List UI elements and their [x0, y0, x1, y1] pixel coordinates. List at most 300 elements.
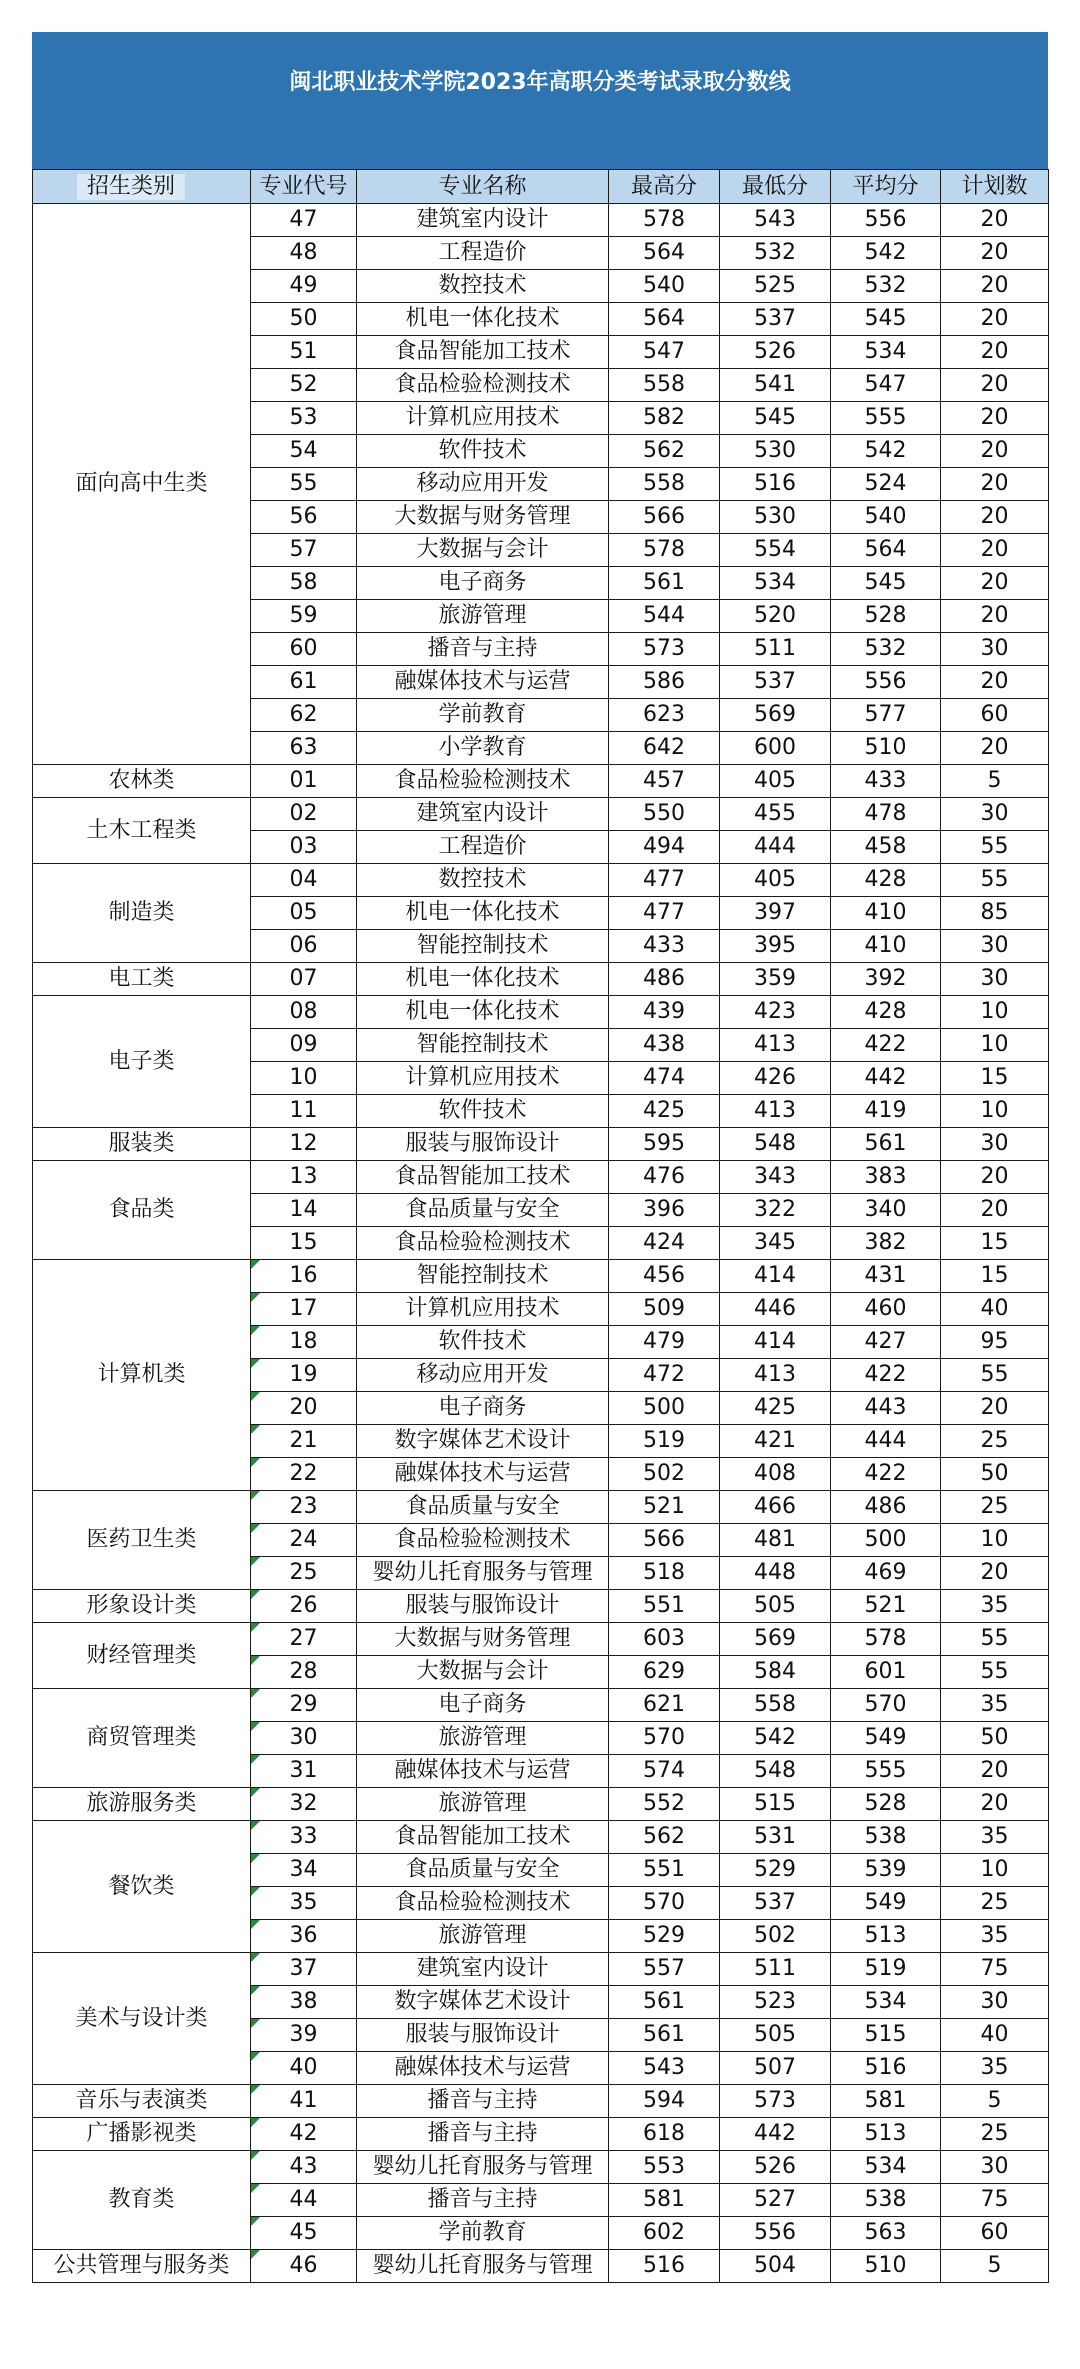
max-score-cell: 474 — [609, 1062, 720, 1095]
min-score-cell: 534 — [720, 567, 831, 600]
major-cell: 智能控制技术 — [357, 930, 609, 963]
max-score-cell: 558 — [609, 369, 720, 402]
avg-score-cell: 570 — [831, 1689, 941, 1722]
avg-score-cell: 392 — [831, 963, 941, 996]
min-score-cell: 413 — [720, 1359, 831, 1392]
code-cell: 18 — [251, 1326, 357, 1359]
min-score-cell: 541 — [720, 369, 831, 402]
plan-count-cell: 75 — [941, 1953, 1049, 1986]
major-cell: 移动应用开发 — [357, 1359, 609, 1392]
max-score-cell: 550 — [609, 798, 720, 831]
min-score-cell: 545 — [720, 402, 831, 435]
max-score-cell: 564 — [609, 237, 720, 270]
major-cell: 食品质量与安全 — [357, 1194, 609, 1227]
table-row — [33, 963, 1049, 996]
avg-score-cell: 545 — [831, 303, 941, 336]
max-score-cell: 562 — [609, 435, 720, 468]
major-cell: 建筑室内设计 — [357, 1953, 609, 1986]
min-score-cell: 395 — [720, 930, 831, 963]
min-score-cell: 532 — [720, 237, 831, 270]
avg-score-cell: 521 — [831, 1590, 941, 1623]
major-cell: 工程造价 — [357, 831, 609, 864]
major-cell: 工程造价 — [357, 237, 609, 270]
table-row — [33, 1128, 1049, 1161]
avg-score-cell: 510 — [831, 2250, 941, 2283]
code-cell: 53 — [251, 402, 357, 435]
max-score-cell: 516 — [609, 2250, 720, 2283]
min-score-cell: 505 — [720, 1590, 831, 1623]
avg-score-cell: 538 — [831, 2184, 941, 2217]
avg-score-cell: 534 — [831, 336, 941, 369]
plan-count-cell: 35 — [941, 1689, 1049, 1722]
max-score-cell: 582 — [609, 402, 720, 435]
max-score-cell: 561 — [609, 2019, 720, 2052]
major-cell: 学前教育 — [357, 2217, 609, 2250]
avg-score-cell: 516 — [831, 2052, 941, 2085]
avg-score-cell: 601 — [831, 1656, 941, 1689]
major-cell: 电子商务 — [357, 1689, 609, 1722]
plan-count-cell: 15 — [941, 1260, 1049, 1293]
code-cell: 41 — [251, 2085, 357, 2118]
min-score-cell: 455 — [720, 798, 831, 831]
avg-score-cell: 458 — [831, 831, 941, 864]
plan-count-cell: 5 — [941, 2250, 1049, 2283]
plan-count-cell: 60 — [941, 2217, 1049, 2250]
min-score-cell: 569 — [720, 1623, 831, 1656]
max-score-cell: 502 — [609, 1458, 720, 1491]
max-score-cell: 476 — [609, 1161, 720, 1194]
max-score-cell: 566 — [609, 501, 720, 534]
major-cell: 计算机应用技术 — [357, 1293, 609, 1326]
avg-score-cell: 410 — [831, 930, 941, 963]
max-score-cell: 561 — [609, 1986, 720, 2019]
major-cell: 计算机应用技术 — [357, 402, 609, 435]
min-score-cell: 507 — [720, 2052, 831, 2085]
min-score-cell: 569 — [720, 699, 831, 732]
plan-count-cell: 30 — [941, 2151, 1049, 2184]
max-score-cell: 544 — [609, 600, 720, 633]
avg-score-cell: 534 — [831, 2151, 941, 2184]
avg-score-cell: 515 — [831, 2019, 941, 2052]
code-cell: 04 — [251, 864, 357, 897]
table-title-banner — [32, 32, 1048, 171]
max-score-cell: 479 — [609, 1326, 720, 1359]
min-score-cell: 554 — [720, 534, 831, 567]
min-score-cell: 526 — [720, 336, 831, 369]
category-cell: 广播影视类 — [33, 2118, 251, 2151]
code-cell: 13 — [251, 1161, 357, 1194]
major-cell: 食品检验检测技术 — [357, 1227, 609, 1260]
category-cell: 旅游服务类 — [33, 1788, 251, 1821]
min-score-cell: 515 — [720, 1788, 831, 1821]
table-header-row — [33, 170, 1049, 204]
major-cell: 机电一体化技术 — [357, 303, 609, 336]
plan-count-cell: 85 — [941, 897, 1049, 930]
min-score-cell: 414 — [720, 1260, 831, 1293]
avg-score-cell: 431 — [831, 1260, 941, 1293]
code-cell: 36 — [251, 1920, 357, 1953]
plan-count-cell: 15 — [941, 1227, 1049, 1260]
avg-score-cell: 556 — [831, 666, 941, 699]
avg-score-cell: 528 — [831, 600, 941, 633]
major-cell: 软件技术 — [357, 1095, 609, 1128]
table-row — [33, 1623, 1049, 1656]
max-score-cell: 564 — [609, 303, 720, 336]
plan-count-cell: 35 — [941, 1920, 1049, 1953]
code-cell: 54 — [251, 435, 357, 468]
code-cell: 12 — [251, 1128, 357, 1161]
max-score-cell: 603 — [609, 1623, 720, 1656]
major-cell: 建筑室内设计 — [357, 798, 609, 831]
max-score-cell: 424 — [609, 1227, 720, 1260]
min-score-cell: 537 — [720, 1887, 831, 1920]
avg-score-cell: 340 — [831, 1194, 941, 1227]
min-score-cell: 542 — [720, 1722, 831, 1755]
major-cell: 融媒体技术与运营 — [357, 2052, 609, 2085]
plan-count-cell: 10 — [941, 1095, 1049, 1128]
avg-score-cell: 510 — [831, 732, 941, 765]
avg-score-cell: 382 — [831, 1227, 941, 1260]
avg-score-cell: 540 — [831, 501, 941, 534]
avg-score-cell: 555 — [831, 1755, 941, 1788]
major-cell: 计算机应用技术 — [357, 1062, 609, 1095]
plan-count-cell: 20 — [941, 303, 1049, 336]
major-cell: 食品质量与安全 — [357, 1854, 609, 1887]
max-score-cell: 551 — [609, 1854, 720, 1887]
min-score-cell: 525 — [720, 270, 831, 303]
min-score-cell: 413 — [720, 1029, 831, 1062]
code-cell: 14 — [251, 1194, 357, 1227]
min-score-cell: 408 — [720, 1458, 831, 1491]
code-cell: 08 — [251, 996, 357, 1029]
max-score-cell: 594 — [609, 2085, 720, 2118]
avg-score-cell: 419 — [831, 1095, 941, 1128]
max-score-cell: 518 — [609, 1557, 720, 1590]
avg-score-cell: 545 — [831, 567, 941, 600]
code-cell: 47 — [251, 204, 357, 237]
min-score-cell: 537 — [720, 303, 831, 336]
table-row — [33, 1260, 1049, 1293]
major-cell: 食品智能加工技术 — [357, 1821, 609, 1854]
code-cell: 17 — [251, 1293, 357, 1326]
code-cell: 31 — [251, 1755, 357, 1788]
code-cell: 07 — [251, 963, 357, 996]
major-cell: 电子商务 — [357, 567, 609, 600]
code-cell: 55 — [251, 468, 357, 501]
avg-score-cell: 469 — [831, 1557, 941, 1590]
avg-score-cell: 534 — [831, 1986, 941, 2019]
max-score-cell: 558 — [609, 468, 720, 501]
plan-count-cell: 30 — [941, 1128, 1049, 1161]
plan-count-cell: 25 — [941, 2118, 1049, 2151]
major-cell: 软件技术 — [357, 1326, 609, 1359]
category-cell: 财经管理类 — [33, 1623, 251, 1689]
max-score-cell: 570 — [609, 1722, 720, 1755]
avg-score-cell: 519 — [831, 1953, 941, 1986]
code-cell: 10 — [251, 1062, 357, 1095]
code-cell: 03 — [251, 831, 357, 864]
plan-count-cell: 95 — [941, 1326, 1049, 1359]
code-cell: 05 — [251, 897, 357, 930]
max-score-cell: 578 — [609, 204, 720, 237]
code-cell: 63 — [251, 732, 357, 765]
min-score-cell: 466 — [720, 1491, 831, 1524]
category-cell: 计算机类 — [33, 1260, 251, 1491]
min-score-cell: 413 — [720, 1095, 831, 1128]
code-cell: 40 — [251, 2052, 357, 2085]
plan-count-cell: 20 — [941, 567, 1049, 600]
table-body — [33, 204, 1049, 2283]
plan-count-cell: 35 — [941, 1590, 1049, 1623]
table-row — [33, 2250, 1049, 2283]
plan-count-cell: 20 — [941, 1161, 1049, 1194]
major-cell: 融媒体技术与运营 — [357, 1755, 609, 1788]
code-cell: 23 — [251, 1491, 357, 1524]
major-cell: 播音与主持 — [357, 633, 609, 666]
avg-score-cell: 563 — [831, 2217, 941, 2250]
plan-count-cell: 20 — [941, 1392, 1049, 1425]
major-cell: 机电一体化技术 — [357, 963, 609, 996]
table-row — [33, 2151, 1049, 2184]
code-cell: 32 — [251, 1788, 357, 1821]
avg-score-cell: 513 — [831, 2118, 941, 2151]
page-title: 闽北职业技术学院2023年高职分类考试录取分数线 — [289, 70, 791, 95]
plan-count-cell: 20 — [941, 270, 1049, 303]
plan-count-cell: 10 — [941, 996, 1049, 1029]
major-cell: 大数据与财务管理 — [357, 501, 609, 534]
plan-count-cell: 5 — [941, 2085, 1049, 2118]
major-cell: 食品检验检测技术 — [357, 765, 609, 798]
max-score-cell: 642 — [609, 732, 720, 765]
code-cell: 58 — [251, 567, 357, 600]
code-cell: 19 — [251, 1359, 357, 1392]
category-cell: 面向高中生类 — [33, 204, 251, 765]
table-row — [33, 1821, 1049, 1854]
table-row — [33, 2118, 1049, 2151]
code-cell: 33 — [251, 1821, 357, 1854]
plan-count-cell: 30 — [941, 930, 1049, 963]
max-score-cell: 477 — [609, 897, 720, 930]
code-cell: 29 — [251, 1689, 357, 1722]
min-score-cell: 502 — [720, 1920, 831, 1953]
plan-count-cell: 40 — [941, 2019, 1049, 2052]
plan-count-cell: 20 — [941, 732, 1049, 765]
code-cell: 09 — [251, 1029, 357, 1062]
major-cell: 服装与服饰设计 — [357, 1590, 609, 1623]
code-cell: 26 — [251, 1590, 357, 1623]
major-cell: 旅游管理 — [357, 600, 609, 633]
code-cell: 62 — [251, 699, 357, 732]
min-score-cell: 530 — [720, 435, 831, 468]
plan-count-cell: 10 — [941, 1524, 1049, 1557]
code-cell: 15 — [251, 1227, 357, 1260]
code-cell: 44 — [251, 2184, 357, 2217]
plan-count-cell: 25 — [941, 1425, 1049, 1458]
min-score-cell: 359 — [720, 963, 831, 996]
avg-score-cell: 460 — [831, 1293, 941, 1326]
major-cell: 婴幼儿托育服务与管理 — [357, 2151, 609, 2184]
max-score-cell: 396 — [609, 1194, 720, 1227]
plan-count-cell: 20 — [941, 1194, 1049, 1227]
plan-count-cell: 10 — [941, 1854, 1049, 1887]
major-cell: 电子商务 — [357, 1392, 609, 1425]
avg-score-cell: 410 — [831, 897, 941, 930]
min-score-cell: 414 — [720, 1326, 831, 1359]
category-cell: 土木工程类 — [33, 798, 251, 864]
code-cell: 61 — [251, 666, 357, 699]
avg-score-cell: 478 — [831, 798, 941, 831]
major-cell: 建筑室内设计 — [357, 204, 609, 237]
major-cell: 软件技术 — [357, 435, 609, 468]
max-score-cell: 552 — [609, 1788, 720, 1821]
code-cell: 52 — [251, 369, 357, 402]
table-row — [33, 765, 1049, 798]
table-row — [33, 204, 1049, 237]
avg-score-cell: 443 — [831, 1392, 941, 1425]
code-cell: 51 — [251, 336, 357, 369]
code-cell: 34 — [251, 1854, 357, 1887]
code-cell: 48 — [251, 237, 357, 270]
avg-score-cell: 549 — [831, 1887, 941, 1920]
max-score-cell: 574 — [609, 1755, 720, 1788]
avg-score-cell: 581 — [831, 2085, 941, 2118]
max-score-cell: 521 — [609, 1491, 720, 1524]
avg-score-cell: 428 — [831, 864, 941, 897]
table-row — [33, 996, 1049, 1029]
max-score-cell: 457 — [609, 765, 720, 798]
col-header-major: 专业名称 — [357, 170, 609, 204]
plan-count-cell: 20 — [941, 369, 1049, 402]
col-header-avg: 平均分 — [831, 170, 941, 204]
table-row — [33, 1788, 1049, 1821]
avg-score-cell: 542 — [831, 435, 941, 468]
plan-count-cell: 20 — [941, 402, 1049, 435]
min-score-cell: 343 — [720, 1161, 831, 1194]
avg-score-cell: 486 — [831, 1491, 941, 1524]
code-cell: 01 — [251, 765, 357, 798]
avg-score-cell: 444 — [831, 1425, 941, 1458]
code-cell: 59 — [251, 600, 357, 633]
plan-count-cell: 20 — [941, 666, 1049, 699]
col-header-code: 专业代号 — [251, 170, 357, 204]
max-score-cell: 438 — [609, 1029, 720, 1062]
category-cell: 美术与设计类 — [33, 1953, 251, 2085]
min-score-cell: 548 — [720, 1128, 831, 1161]
min-score-cell: 322 — [720, 1194, 831, 1227]
max-score-cell: 586 — [609, 666, 720, 699]
category-cell: 农林类 — [33, 765, 251, 798]
major-cell: 食品检验检测技术 — [357, 369, 609, 402]
avg-score-cell: 564 — [831, 534, 941, 567]
min-score-cell: 511 — [720, 1953, 831, 1986]
avg-score-cell: 524 — [831, 468, 941, 501]
major-cell: 大数据与会计 — [357, 534, 609, 567]
code-cell: 28 — [251, 1656, 357, 1689]
plan-count-cell: 20 — [941, 237, 1049, 270]
code-cell: 46 — [251, 2250, 357, 2283]
max-score-cell: 477 — [609, 864, 720, 897]
table-row — [33, 1689, 1049, 1722]
major-cell: 大数据与财务管理 — [357, 1623, 609, 1656]
code-cell: 35 — [251, 1887, 357, 1920]
code-cell: 02 — [251, 798, 357, 831]
min-score-cell: 529 — [720, 1854, 831, 1887]
category-cell: 电子类 — [33, 996, 251, 1128]
plan-count-cell: 10 — [941, 1029, 1049, 1062]
avg-score-cell: 556 — [831, 204, 941, 237]
plan-count-cell: 55 — [941, 831, 1049, 864]
min-score-cell: 421 — [720, 1425, 831, 1458]
code-cell: 45 — [251, 2217, 357, 2250]
col-header-plan: 计划数 — [941, 170, 1049, 204]
plan-count-cell: 20 — [941, 204, 1049, 237]
avg-score-cell: 538 — [831, 1821, 941, 1854]
plan-count-cell: 35 — [941, 2052, 1049, 2085]
min-score-cell: 537 — [720, 666, 831, 699]
max-score-cell: 623 — [609, 699, 720, 732]
col-header-category: 招生类别 — [33, 170, 251, 204]
code-cell: 39 — [251, 2019, 357, 2052]
category-cell: 公共管理与服务类 — [33, 2250, 251, 2283]
plan-count-cell: 55 — [941, 1656, 1049, 1689]
max-score-cell: 551 — [609, 1590, 720, 1623]
min-score-cell: 423 — [720, 996, 831, 1029]
category-cell: 制造类 — [33, 864, 251, 963]
code-cell: 24 — [251, 1524, 357, 1557]
plan-count-cell: 50 — [941, 1722, 1049, 1755]
avg-score-cell: 542 — [831, 237, 941, 270]
max-score-cell: 578 — [609, 534, 720, 567]
avg-score-cell: 549 — [831, 1722, 941, 1755]
category-cell: 音乐与表演类 — [33, 2085, 251, 2118]
max-score-cell: 621 — [609, 1689, 720, 1722]
max-score-cell: 562 — [609, 1821, 720, 1854]
min-score-cell: 444 — [720, 831, 831, 864]
avg-score-cell: 442 — [831, 1062, 941, 1095]
max-score-cell: 519 — [609, 1425, 720, 1458]
code-cell: 30 — [251, 1722, 357, 1755]
avg-score-cell: 532 — [831, 633, 941, 666]
major-cell: 移动应用开发 — [357, 468, 609, 501]
plan-count-cell: 30 — [941, 633, 1049, 666]
major-cell: 机电一体化技术 — [357, 996, 609, 1029]
avg-score-cell: 422 — [831, 1029, 941, 1062]
major-cell: 服装与服饰设计 — [357, 1128, 609, 1161]
max-score-cell: 618 — [609, 2118, 720, 2151]
min-score-cell: 425 — [720, 1392, 831, 1425]
major-cell: 旅游管理 — [357, 1722, 609, 1755]
major-cell: 旅游管理 — [357, 1788, 609, 1821]
category-cell: 教育类 — [33, 2151, 251, 2250]
code-cell: 37 — [251, 1953, 357, 1986]
plan-count-cell: 20 — [941, 1788, 1049, 1821]
max-score-cell: 439 — [609, 996, 720, 1029]
max-score-cell: 629 — [609, 1656, 720, 1689]
max-score-cell: 456 — [609, 1260, 720, 1293]
code-cell: 42 — [251, 2118, 357, 2151]
max-score-cell: 509 — [609, 1293, 720, 1326]
major-cell: 融媒体技术与运营 — [357, 666, 609, 699]
category-cell: 电工类 — [33, 963, 251, 996]
plan-count-cell: 15 — [941, 1062, 1049, 1095]
major-cell: 数控技术 — [357, 270, 609, 303]
max-score-cell: 500 — [609, 1392, 720, 1425]
code-cell: 56 — [251, 501, 357, 534]
min-score-cell: 530 — [720, 501, 831, 534]
table-row — [33, 1161, 1049, 1194]
min-score-cell: 558 — [720, 1689, 831, 1722]
code-cell: 06 — [251, 930, 357, 963]
